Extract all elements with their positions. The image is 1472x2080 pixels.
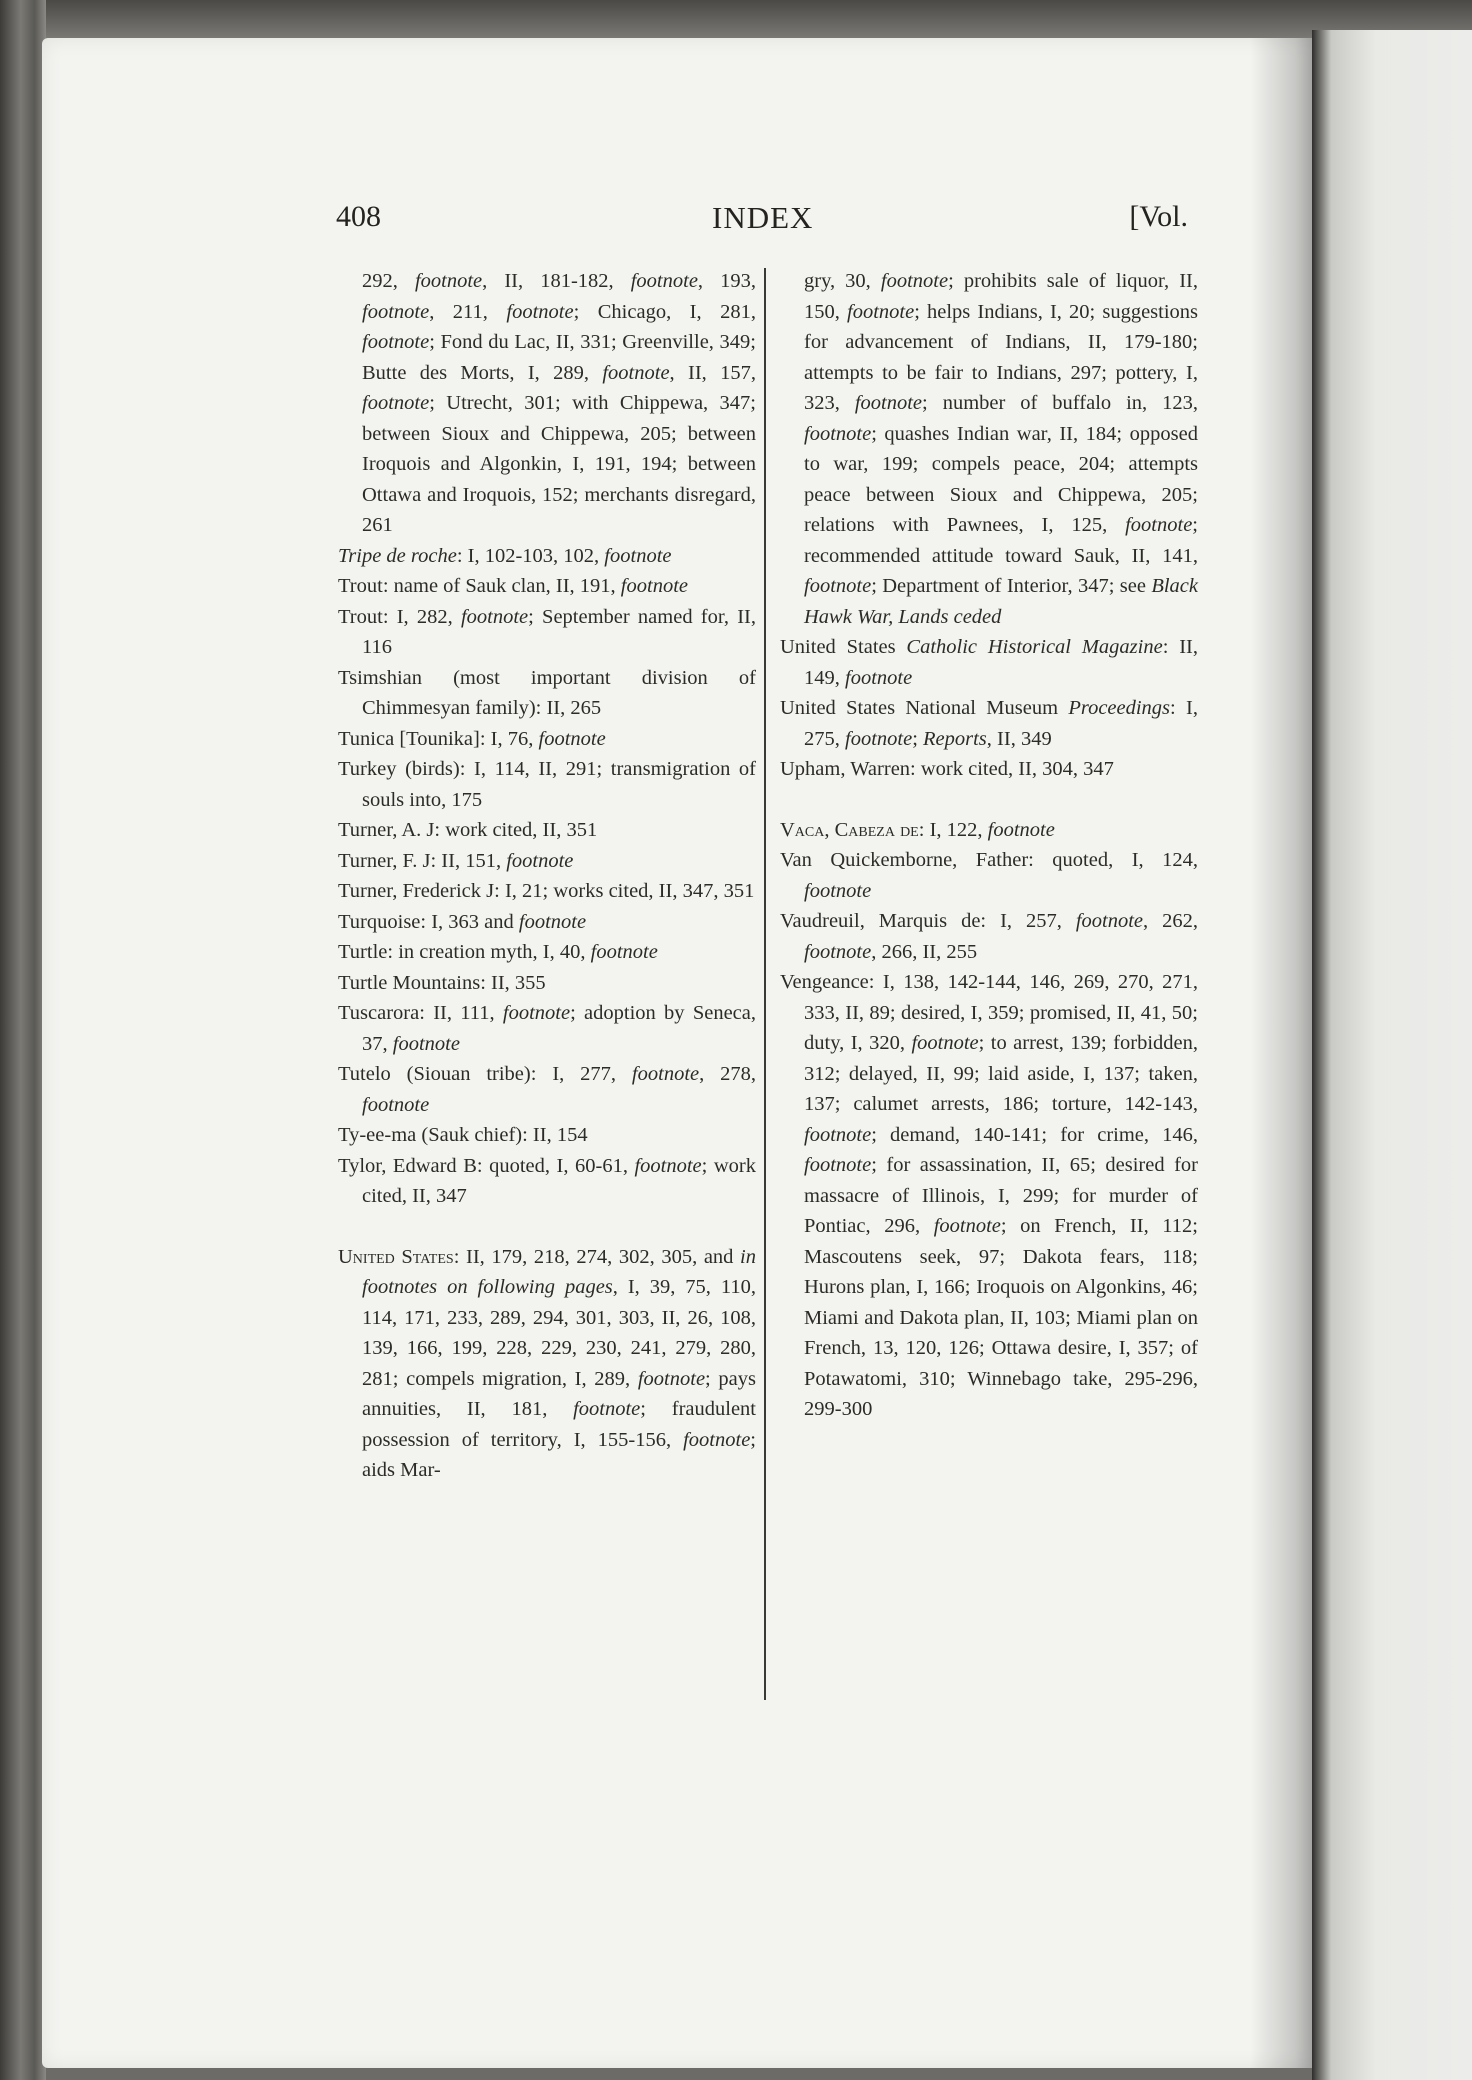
small-caps-heading: United States: [338, 1245, 454, 1268]
italic-text: footnote: [804, 575, 872, 597]
italic-text: footnote: [362, 331, 430, 353]
index-entry: Turner, A. J: work cited, II, 351: [338, 819, 598, 841]
index-entry: Turkey (birds): I, 114, II, 291; transmigration of souls into, 175: [338, 758, 756, 811]
italic-text: in footnotes on following pages: [362, 1245, 756, 1298]
italic-text: Reports: [923, 727, 987, 750]
italic-text: footnote: [506, 300, 574, 323]
italic-text: footnote: [590, 941, 658, 963]
section-gap: [780, 785, 1198, 815]
italic-text: footnote: [362, 1093, 430, 1116]
scan-top-edge: [0, 0, 1472, 40]
italic-text: footnote: [602, 361, 670, 384]
index-entry-continued: 292, footnote, II, 181-182, footnote, 193, footnote, 211, footnote; Chicago, I, 281, footnote; Fond du Lac, II, 331; Greenville, 349; Butte des Morts, I, 289, footnote, II, 157, footnote; Utrecht, 301; with Chippewa, 347; between Sioux and Chippewa, 205; between Iroquois and Algonkin, I, 191, 194; between Ottawa and Iroquois, 152; merchants disregard, 261: [362, 270, 756, 536]
italic-text: Proceedings: [1068, 697, 1171, 719]
italic-text: footnote: [637, 1367, 706, 1390]
italic-text: footnote: [845, 666, 913, 689]
italic-text: footnote: [683, 1428, 751, 1451]
index-entry: Turtle: in creation myth, I, 40, footnote: [338, 941, 658, 963]
index-entry: United States Catholic Historical Magazine: II, 149, footnote: [780, 636, 1198, 689]
italic-text: footnote: [880, 270, 949, 292]
index-entry: United States: II, 179, 218, 274, 302, 305, and in footnotes on following pages, I, 39, 75, 110, 114, 171, 233, 289, 294, 301, 303, II, 26, 108, 139, 166, 199, 228, 229, 230, 241, 279, 280, 281; compels migration, I, 289, footnote; pays annuities, II, 181, footnote; fraudulent possession of territory, I, 155-156, footnote; aids Mar-: [338, 1245, 757, 1481]
index-entry: Turquoise: I, 363 and footnote: [338, 910, 587, 933]
italic-text: Tripe de roche: [338, 544, 457, 567]
italic-text: footnote: [634, 1154, 702, 1177]
index-entry: Vaca, Cabeza de: I, 122, footnote: [780, 818, 1055, 841]
italic-text: footnote: [414, 270, 483, 292]
italic-text: footnote: [631, 1063, 700, 1085]
index-entry: Vaudreuil, Marquis de: I, 257, footnote, 262, footnote, 266, II, 255: [780, 910, 1198, 963]
index-entry: Tylor, Edward B: quoted, I, 60-61, footnote; work cited, II, 347: [338, 1154, 756, 1207]
italic-text: footnote: [502, 1002, 571, 1024]
italic-text: footnote: [362, 392, 430, 414]
italic-text: footnote: [573, 1398, 641, 1420]
index-entry: Trout: name of Sauk clan, II, 191, footnote: [338, 575, 688, 597]
index-entry: Tuscarora: II, 111, footnote; adoption by Seneca, 37, footnote: [338, 1002, 757, 1055]
index-entry: Tunica [Tounika]: I, 76, footnote: [338, 727, 606, 750]
volume-label: [Vol.: [1129, 200, 1188, 233]
italic-text: footnote: [506, 849, 574, 872]
book-binding-edge: [0, 0, 46, 2080]
italic-text: Catholic Historical Magazine: [906, 636, 1163, 658]
italic-text: footnote: [845, 727, 913, 750]
index-entry: Ty-ee-ma (Sauk chief): II, 154: [338, 1124, 588, 1146]
italic-text: footnote: [518, 910, 587, 933]
index-column-left: [338, 266, 756, 1486]
running-head: INDEX: [712, 200, 814, 235]
index-entry: Turner, Frederick J: I, 21; works cited, II, 347, 351: [338, 880, 755, 902]
italic-text: footnote: [1075, 910, 1144, 932]
italic-text: footnote: [804, 422, 872, 445]
index-entry: United States National Museum Proceedings: I, 275, footnote; Reports, II, 349: [780, 697, 1198, 750]
index-column-right: [780, 266, 1198, 1425]
index-entry: Van Quickemborne, Father: quoted, I, 124, footnote: [780, 849, 1198, 902]
italic-text: footnote: [804, 1123, 872, 1146]
italic-text: footnote: [804, 940, 872, 963]
italic-text: footnote: [538, 727, 606, 750]
page-header: [336, 200, 1188, 246]
italic-text: footnote: [630, 270, 698, 292]
index-entry: Turner, F. J: II, 151, footnote: [338, 849, 574, 872]
page-number: 408: [336, 200, 381, 233]
index-entry: Tripe de roche: I, 102-103, 102, footnote: [338, 544, 672, 567]
italic-text: footnote: [847, 300, 915, 323]
index-entry: Vengeance: I, 138, 142-144, 146, 269, 270, 271, 333, II, 89; desired, I, 359; promised, II, 41, 50; duty, I, 320, footnote; to arrest, 139; forbidden, 312; delayed, II, 99; laid aside, I, 137; taken, 137; calumet arrests, 186; torture, 142-143, footnote; demand, 140-141; for crime, 146, footnote; for assassination, II, 65; desired for massacre of Illinois, I, 299; for murder of Pontiac, 296, footnote; on French, II, 112; Mascoutens seek, 97; Dakota fears, 118; Hurons plan, I, 166; Iroquois on Algonkins, 46; Miami and Dakota plan, II, 103; Miami plan on French, 13, 120, 126; Ottawa desire, I, 357; of Potawatomi, 310; Winnebago take, 295-296, 299-300: [780, 971, 1198, 1420]
gutter-shadow: [1250, 38, 1320, 2068]
italic-text: footnote: [933, 1215, 1001, 1237]
italic-text: footnote: [804, 1154, 872, 1176]
index-entry: Upham, Warren: work cited, II, 304, 347: [780, 758, 1114, 780]
italic-text: Black Hawk War, Lands ceded: [804, 575, 1198, 628]
index-entry: Tutelo (Siouan tribe): I, 277, footnote, 278, footnote: [338, 1063, 756, 1116]
section-gap: [338, 1212, 756, 1242]
italic-text: footnote: [854, 392, 923, 414]
index-entry: Trout: I, 282, footnote; September named for, II, 116: [338, 605, 756, 658]
small-caps-heading: Vaca, Cabeza de: [780, 818, 919, 841]
italic-text: footnote: [604, 544, 672, 567]
italic-text: footnote: [1125, 514, 1193, 536]
italic-text: footnote: [460, 605, 529, 628]
italic-text: footnote: [392, 1032, 460, 1055]
index-entry: Turtle Mountains: II, 355: [338, 971, 546, 994]
index-entry-continued: gry, 30, footnote; prohibits sale of liquor, II, 150, footnote; helps Indians, I, 20; suggestions for advancement of Indians, II, 179-180; attempts to be fair to Indians, 297; pottery, I, 323, footnote; number of buffalo in, 123, footnote; quashes Indian war, II, 184; opposed to war, 199; compels peace, 204; attempts peace between Sioux and Chippewa, 205; relations with Pawnees, I, 125, footnote; recommended attitude toward Sauk, II, 141, footnote; Department of Interior, 347; see Black Hawk War, Lands ceded: [804, 270, 1199, 628]
italic-text: footnote: [987, 818, 1055, 841]
italic-text: footnote: [620, 575, 688, 597]
column-divider: [764, 268, 766, 1700]
index-entry: Tsimshian (most important division of Chimmesyan family): II, 265: [338, 666, 756, 719]
italic-text: footnote: [911, 1032, 979, 1054]
italic-text: footnote: [804, 879, 872, 902]
facing-page-edge: [1312, 30, 1472, 2080]
italic-text: footnote: [362, 300, 430, 323]
